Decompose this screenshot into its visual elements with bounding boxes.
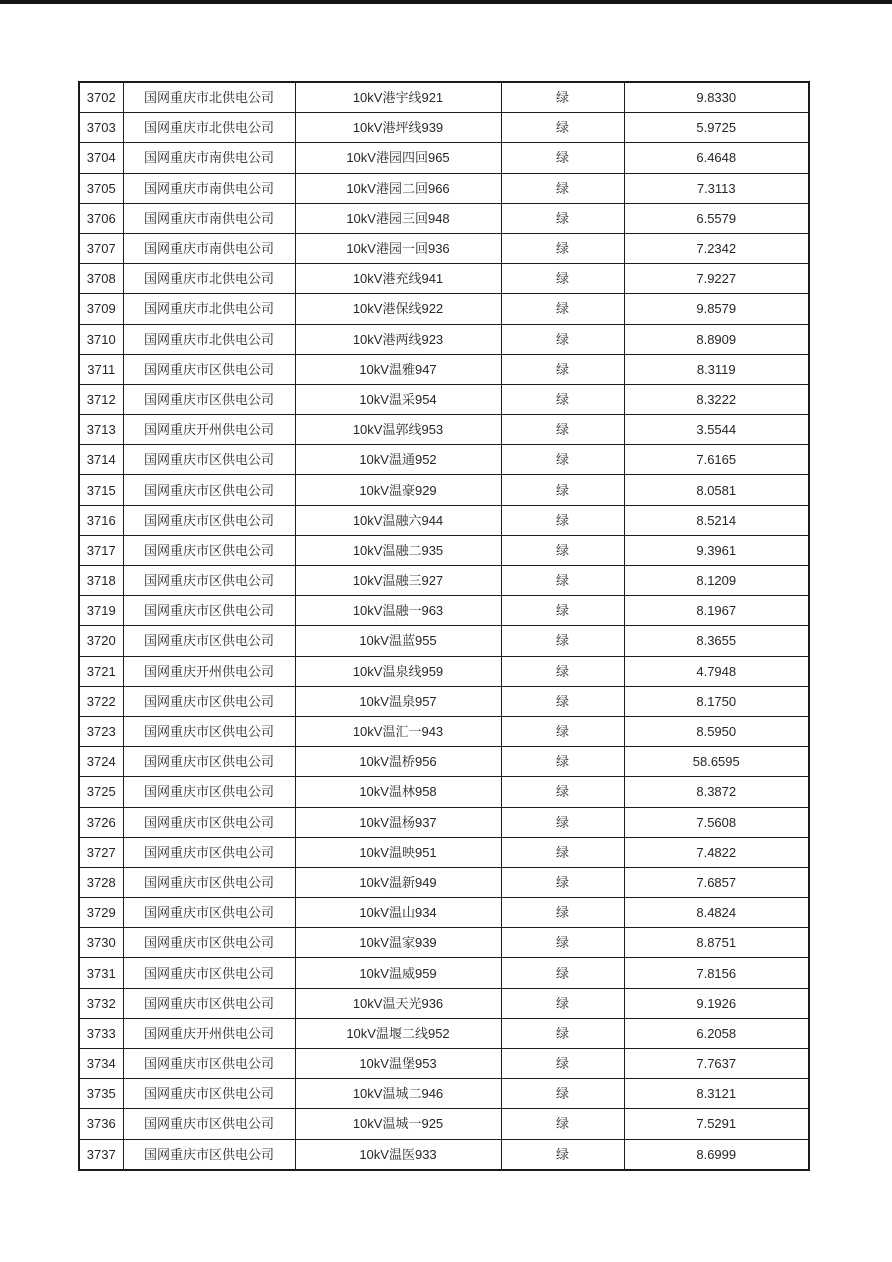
row-company-name: 国网重庆市南供电公司 xyxy=(123,203,295,233)
row-value: 9.1926 xyxy=(624,988,809,1018)
feeder-table-body xyxy=(79,82,809,1170)
row-company-name: 国网重庆市区供电公司 xyxy=(123,1139,295,1170)
table-row xyxy=(79,294,809,324)
row-value: 8.4824 xyxy=(624,898,809,928)
table-row xyxy=(79,475,809,505)
page-top-edge xyxy=(0,0,892,4)
row-value: 7.2342 xyxy=(624,233,809,263)
table-row xyxy=(79,233,809,263)
row-serial-number: 3731 xyxy=(79,958,123,988)
row-value: 8.3655 xyxy=(624,626,809,656)
row-serial-number: 3705 xyxy=(79,173,123,203)
table-row xyxy=(79,656,809,686)
row-company-name: 国网重庆市区供电公司 xyxy=(123,354,295,384)
row-status-green: 绿 xyxy=(501,747,624,777)
table-row xyxy=(79,988,809,1018)
row-serial-number: 3711 xyxy=(79,354,123,384)
row-line-name: 10kV港园四回965 xyxy=(295,143,501,173)
row-status-green: 绿 xyxy=(501,294,624,324)
row-company-name: 国网重庆市北供电公司 xyxy=(123,294,295,324)
row-value: 8.1750 xyxy=(624,686,809,716)
row-serial-number: 3719 xyxy=(79,596,123,626)
row-line-name: 10kV温汇一943 xyxy=(295,716,501,746)
table-row xyxy=(79,1018,809,1048)
row-company-name: 国网重庆市区供电公司 xyxy=(123,898,295,928)
table-row xyxy=(79,626,809,656)
row-line-name: 10kV温泉957 xyxy=(295,686,501,716)
row-company-name: 国网重庆市北供电公司 xyxy=(123,82,295,113)
row-status-green: 绿 xyxy=(501,1139,624,1170)
row-serial-number: 3723 xyxy=(79,716,123,746)
table-row xyxy=(79,777,809,807)
row-company-name: 国网重庆市区供电公司 xyxy=(123,384,295,414)
row-status-green: 绿 xyxy=(501,233,624,263)
row-company-name: 国网重庆市区供电公司 xyxy=(123,867,295,897)
row-serial-number: 3729 xyxy=(79,898,123,928)
row-serial-number: 3710 xyxy=(79,324,123,354)
row-value: 8.6999 xyxy=(624,1139,809,1170)
table-row xyxy=(79,82,809,113)
row-value: 7.6165 xyxy=(624,445,809,475)
row-company-name: 国网重庆市区供电公司 xyxy=(123,716,295,746)
row-status-green: 绿 xyxy=(501,143,624,173)
row-value: 7.8156 xyxy=(624,958,809,988)
table-row xyxy=(79,1139,809,1170)
table-row xyxy=(79,1049,809,1079)
table-row xyxy=(79,747,809,777)
row-status-green: 绿 xyxy=(501,475,624,505)
row-status-green: 绿 xyxy=(501,988,624,1018)
row-line-name: 10kV港两线923 xyxy=(295,324,501,354)
row-value: 3.5544 xyxy=(624,415,809,445)
row-value: 58.6595 xyxy=(624,747,809,777)
table-row xyxy=(79,566,809,596)
row-status-green: 绿 xyxy=(501,867,624,897)
row-serial-number: 3720 xyxy=(79,626,123,656)
row-status-green: 绿 xyxy=(501,807,624,837)
row-line-name: 10kV港坪线939 xyxy=(295,113,501,143)
row-line-name: 10kV温郭线953 xyxy=(295,415,501,445)
row-company-name: 国网重庆开州供电公司 xyxy=(123,1018,295,1048)
table-row xyxy=(79,898,809,928)
row-value: 8.0581 xyxy=(624,475,809,505)
row-value: 7.9227 xyxy=(624,264,809,294)
row-serial-number: 3713 xyxy=(79,415,123,445)
row-line-name: 10kV温山934 xyxy=(295,898,501,928)
row-value: 8.1209 xyxy=(624,566,809,596)
row-line-name: 10kV港宇线921 xyxy=(295,82,501,113)
row-status-green: 绿 xyxy=(501,354,624,384)
row-value: 4.7948 xyxy=(624,656,809,686)
row-serial-number: 3733 xyxy=(79,1018,123,1048)
row-status-green: 绿 xyxy=(501,958,624,988)
row-status-green: 绿 xyxy=(501,656,624,686)
table-row xyxy=(79,837,809,867)
row-status-green: 绿 xyxy=(501,324,624,354)
row-status-green: 绿 xyxy=(501,777,624,807)
row-value: 8.8909 xyxy=(624,324,809,354)
row-line-name: 10kV温采954 xyxy=(295,384,501,414)
row-company-name: 国网重庆市南供电公司 xyxy=(123,233,295,263)
row-status-green: 绿 xyxy=(501,1079,624,1109)
row-serial-number: 3706 xyxy=(79,203,123,233)
table-row xyxy=(79,505,809,535)
row-value: 7.5291 xyxy=(624,1109,809,1139)
row-line-name: 10kV温堡953 xyxy=(295,1049,501,1079)
row-status-green: 绿 xyxy=(501,384,624,414)
table-row xyxy=(79,928,809,958)
row-serial-number: 3736 xyxy=(79,1109,123,1139)
row-status-green: 绿 xyxy=(501,173,624,203)
row-company-name: 国网重庆市区供电公司 xyxy=(123,958,295,988)
row-company-name: 国网重庆市区供电公司 xyxy=(123,1109,295,1139)
row-company-name: 国网重庆市区供电公司 xyxy=(123,505,295,535)
row-status-green: 绿 xyxy=(501,898,624,928)
row-value: 7.7637 xyxy=(624,1049,809,1079)
row-status-green: 绿 xyxy=(501,445,624,475)
row-serial-number: 3708 xyxy=(79,264,123,294)
row-value: 7.3113 xyxy=(624,173,809,203)
row-line-name: 10kV温城一925 xyxy=(295,1109,501,1139)
row-serial-number: 3727 xyxy=(79,837,123,867)
table-row xyxy=(79,113,809,143)
row-status-green: 绿 xyxy=(501,1109,624,1139)
row-company-name: 国网重庆市区供电公司 xyxy=(123,686,295,716)
row-line-name: 10kV温林958 xyxy=(295,777,501,807)
row-value: 7.5608 xyxy=(624,807,809,837)
table-row xyxy=(79,143,809,173)
row-line-name: 10kV温威959 xyxy=(295,958,501,988)
row-value: 9.8330 xyxy=(624,82,809,113)
table-row xyxy=(79,173,809,203)
row-value: 8.3119 xyxy=(624,354,809,384)
table-row xyxy=(79,1109,809,1139)
row-serial-number: 3725 xyxy=(79,777,123,807)
row-line-name: 10kV温家939 xyxy=(295,928,501,958)
row-line-name: 10kV温桥956 xyxy=(295,747,501,777)
row-value: 8.3222 xyxy=(624,384,809,414)
feeder-line-table xyxy=(78,81,810,1171)
row-status-green: 绿 xyxy=(501,566,624,596)
row-status-green: 绿 xyxy=(501,626,624,656)
row-company-name: 国网重庆市区供电公司 xyxy=(123,777,295,807)
row-company-name: 国网重庆市北供电公司 xyxy=(123,324,295,354)
row-company-name: 国网重庆市区供电公司 xyxy=(123,1049,295,1079)
row-company-name: 国网重庆市南供电公司 xyxy=(123,143,295,173)
row-status-green: 绿 xyxy=(501,113,624,143)
row-status-green: 绿 xyxy=(501,535,624,565)
row-line-name: 10kV温融一963 xyxy=(295,596,501,626)
row-line-name: 10kV温豪929 xyxy=(295,475,501,505)
row-line-name: 10kV港园一回936 xyxy=(295,233,501,263)
row-serial-number: 3712 xyxy=(79,384,123,414)
row-value: 8.3121 xyxy=(624,1079,809,1109)
row-serial-number: 3707 xyxy=(79,233,123,263)
row-line-name: 10kV温医933 xyxy=(295,1139,501,1170)
row-status-green: 绿 xyxy=(501,415,624,445)
row-value: 7.4822 xyxy=(624,837,809,867)
row-value: 8.1967 xyxy=(624,596,809,626)
row-company-name: 国网重庆市区供电公司 xyxy=(123,837,295,867)
row-line-name: 10kV温城二946 xyxy=(295,1079,501,1109)
row-line-name: 10kV港充线941 xyxy=(295,264,501,294)
table-row xyxy=(79,384,809,414)
row-company-name: 国网重庆市北供电公司 xyxy=(123,264,295,294)
row-serial-number: 3704 xyxy=(79,143,123,173)
row-serial-number: 3724 xyxy=(79,747,123,777)
row-line-name: 10kV温通952 xyxy=(295,445,501,475)
row-value: 8.8751 xyxy=(624,928,809,958)
row-company-name: 国网重庆市区供电公司 xyxy=(123,928,295,958)
row-value: 8.3872 xyxy=(624,777,809,807)
row-serial-number: 3703 xyxy=(79,113,123,143)
table-row xyxy=(79,445,809,475)
row-serial-number: 3734 xyxy=(79,1049,123,1079)
row-status-green: 绿 xyxy=(501,686,624,716)
row-serial-number: 3709 xyxy=(79,294,123,324)
row-company-name: 国网重庆市北供电公司 xyxy=(123,113,295,143)
table-row xyxy=(79,415,809,445)
row-line-name: 10kV温堰二线952 xyxy=(295,1018,501,1048)
row-serial-number: 3717 xyxy=(79,535,123,565)
table-row xyxy=(79,1079,809,1109)
row-value: 6.2058 xyxy=(624,1018,809,1048)
row-value: 9.8579 xyxy=(624,294,809,324)
table-row xyxy=(79,535,809,565)
row-line-name: 10kV温天光936 xyxy=(295,988,501,1018)
row-company-name: 国网重庆市区供电公司 xyxy=(123,596,295,626)
row-company-name: 国网重庆市区供电公司 xyxy=(123,807,295,837)
row-serial-number: 3714 xyxy=(79,445,123,475)
row-status-green: 绿 xyxy=(501,264,624,294)
row-line-name: 10kV温雅947 xyxy=(295,354,501,384)
row-company-name: 国网重庆市区供电公司 xyxy=(123,988,295,1018)
table-row xyxy=(79,264,809,294)
row-serial-number: 3715 xyxy=(79,475,123,505)
row-status-green: 绿 xyxy=(501,1018,624,1048)
row-company-name: 国网重庆市区供电公司 xyxy=(123,1079,295,1109)
row-status-green: 绿 xyxy=(501,928,624,958)
row-line-name: 10kV温新949 xyxy=(295,867,501,897)
row-company-name: 国网重庆开州供电公司 xyxy=(123,415,295,445)
row-line-name: 10kV温泉线959 xyxy=(295,656,501,686)
row-value: 6.5579 xyxy=(624,203,809,233)
table-row xyxy=(79,354,809,384)
row-serial-number: 3728 xyxy=(79,867,123,897)
row-company-name: 国网重庆市区供电公司 xyxy=(123,626,295,656)
row-value: 8.5214 xyxy=(624,505,809,535)
row-value: 7.6857 xyxy=(624,867,809,897)
row-serial-number: 3730 xyxy=(79,928,123,958)
row-serial-number: 3722 xyxy=(79,686,123,716)
row-status-green: 绿 xyxy=(501,82,624,113)
row-status-green: 绿 xyxy=(501,837,624,867)
row-company-name: 国网重庆开州供电公司 xyxy=(123,656,295,686)
row-company-name: 国网重庆市区供电公司 xyxy=(123,445,295,475)
row-serial-number: 3718 xyxy=(79,566,123,596)
row-line-name: 10kV温融二935 xyxy=(295,535,501,565)
row-status-green: 绿 xyxy=(501,596,624,626)
row-line-name: 10kV温映951 xyxy=(295,837,501,867)
row-line-name: 10kV温融三927 xyxy=(295,566,501,596)
table-row xyxy=(79,324,809,354)
table-row xyxy=(79,807,809,837)
row-line-name: 10kV温融六944 xyxy=(295,505,501,535)
row-status-green: 绿 xyxy=(501,203,624,233)
row-serial-number: 3735 xyxy=(79,1079,123,1109)
row-line-name: 10kV港园三回948 xyxy=(295,203,501,233)
row-line-name: 10kV温蓝955 xyxy=(295,626,501,656)
row-company-name: 国网重庆市区供电公司 xyxy=(123,566,295,596)
table-row xyxy=(79,958,809,988)
row-serial-number: 3732 xyxy=(79,988,123,1018)
row-line-name: 10kV港园二回966 xyxy=(295,173,501,203)
row-serial-number: 3737 xyxy=(79,1139,123,1170)
table-row xyxy=(79,203,809,233)
row-company-name: 国网重庆市区供电公司 xyxy=(123,535,295,565)
row-status-green: 绿 xyxy=(501,716,624,746)
row-serial-number: 3702 xyxy=(79,82,123,113)
row-value: 8.5950 xyxy=(624,716,809,746)
row-serial-number: 3726 xyxy=(79,807,123,837)
row-line-name: 10kV温杨937 xyxy=(295,807,501,837)
row-status-green: 绿 xyxy=(501,1049,624,1079)
table-row xyxy=(79,867,809,897)
table-row xyxy=(79,716,809,746)
row-serial-number: 3716 xyxy=(79,505,123,535)
table-row xyxy=(79,686,809,716)
row-serial-number: 3721 xyxy=(79,656,123,686)
row-value: 9.3961 xyxy=(624,535,809,565)
row-value: 6.4648 xyxy=(624,143,809,173)
row-line-name: 10kV港保线922 xyxy=(295,294,501,324)
table-row xyxy=(79,596,809,626)
row-company-name: 国网重庆市区供电公司 xyxy=(123,475,295,505)
row-value: 5.9725 xyxy=(624,113,809,143)
row-company-name: 国网重庆市南供电公司 xyxy=(123,173,295,203)
row-company-name: 国网重庆市区供电公司 xyxy=(123,747,295,777)
row-status-green: 绿 xyxy=(501,505,624,535)
